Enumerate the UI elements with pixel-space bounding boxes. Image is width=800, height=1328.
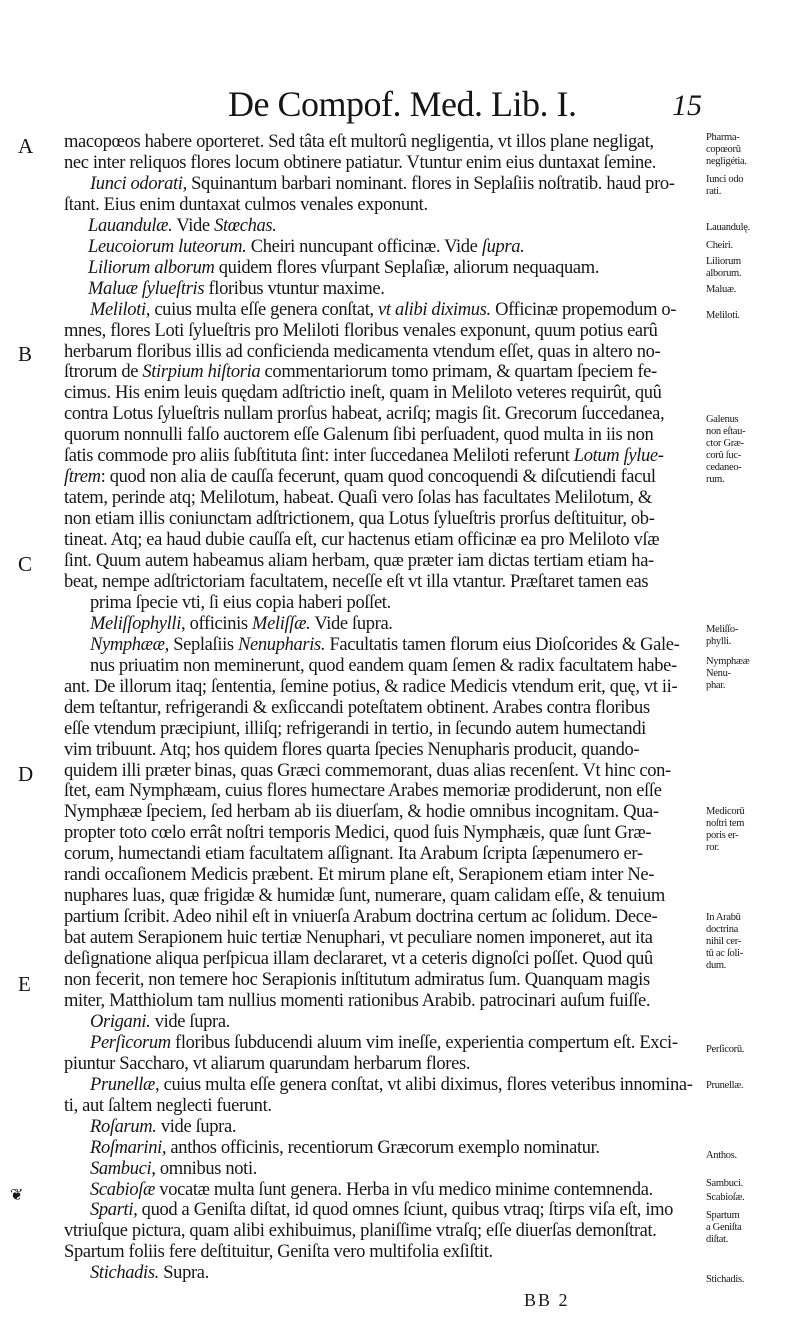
text-run: macopœos habere oporteret. Sed tâta eſt multorû negligentia, vt illos plane negligat,: [64, 132, 654, 152]
text-line: [64, 403, 664, 425]
text-run: ſtrorum de: [64, 362, 143, 383]
margin-note-anthos: Anthos.: [706, 1150, 737, 1161]
italic-term: Nenupharis.: [238, 634, 326, 655]
section-mark-e: E: [18, 972, 31, 996]
text-line: [64, 1095, 272, 1117]
text-line: [64, 361, 657, 383]
text-line: [64, 906, 657, 928]
text-run: Vide ſupra.: [310, 613, 393, 634]
italic-term: ſtrem: [64, 467, 101, 488]
italic-term: Meliſſophylli,: [90, 613, 186, 634]
text-line: [88, 278, 385, 300]
text-line: [64, 445, 664, 467]
text-run: partium ſcribit. Adeo nihil eſt in vniuerſa Arabum doctrina certum ac ſolidum. Dece-: [64, 907, 658, 928]
text-run: ſatis commode pro aliis ſubſtituta ſint: inter ſuccedanea Meliloti referunt: [64, 446, 574, 467]
margin-note-stichadis: Stichadis.: [706, 1274, 745, 1285]
text-run: vide ſupra.: [150, 1011, 230, 1032]
text-run: ſtant. Eius enim duntaxat culmos venales exponunt.: [64, 194, 428, 215]
text-run: ſtet, eam Nymphæam, cuius flores humectare Arabes memoriæ prodiderunt, non eſſe: [64, 781, 662, 802]
text-line: [88, 257, 599, 279]
text-line: [90, 1032, 678, 1054]
text-line: [90, 299, 676, 321]
text-line: [64, 927, 653, 949]
text-line: [64, 466, 656, 488]
text-run: nus priuatim non meminerunt, quod eandem quam ſemen & radix facultatem habe-: [90, 655, 677, 676]
margin-note-liliorum: Liliorum alborum.: [706, 256, 742, 279]
italic-term: Scabioſæ: [90, 1179, 156, 1200]
stray-ornament: ❦: [10, 1187, 24, 1204]
text-line: [64, 194, 428, 216]
text-run: quidem illi præter binas, quas Græci commemorant, duas alias recenſent. Vt hinc con-: [64, 760, 671, 781]
italic-term: Leucoiorum luteorum.: [88, 236, 247, 257]
italic-term: Stichadis.: [90, 1263, 159, 1284]
text-line: [64, 697, 650, 719]
italic-term: vt alibi diximus.: [378, 299, 491, 320]
text-run: dem teſtantur, refrigerandi & exſiccandi poteſtatem obtinent. Arabes contra floribus: [64, 697, 650, 718]
italic-term: Liliorum alborum: [88, 257, 215, 278]
text-line: [64, 382, 662, 404]
text-run: ant. De illorum itaq; ſententia, ſemine potius, & radice Medicis vtendum erit, quę, vt ii-: [64, 676, 678, 697]
italic-term: Lauandulæ.: [88, 215, 173, 236]
text-run: deſignatione aliqua perſpicua illam declararet, vt a ceteris dignoſci poſſet. Quod quû: [64, 949, 653, 970]
text-run: Officinæ propemodum o-: [490, 299, 677, 320]
text-run: commentariorum tomo primam, & quartam ſpeciem fe-: [260, 362, 657, 383]
text-run: miter, Matthiolum tam nullius momenti rationibus Arabib. patrocinari auſum fuiſſe.: [64, 990, 651, 1011]
text-line: [64, 1053, 470, 1075]
margin-note-scabiosae: Scabioſæ.: [706, 1192, 745, 1203]
text-line: [88, 236, 524, 258]
text-run: bat autem Serapionem huic tertiæ Nenuphari, vt peculiare nomen imponeret, aut ita: [64, 928, 653, 949]
italic-term: Roſarum.: [90, 1116, 157, 1137]
text-line: [64, 801, 659, 823]
text-line: [64, 843, 643, 865]
text-run: prima ſpecie vti, ſi eius copia haberi poſſet.: [90, 592, 391, 613]
text-line: [64, 1220, 657, 1242]
text-run: Vide: [172, 215, 215, 236]
running-header: [0, 84, 800, 130]
text-line: [64, 760, 671, 782]
margin-note-sambuci: Sambuci.: [706, 1178, 743, 1189]
italic-term: Nymphææ,: [90, 634, 169, 655]
text-run: piuntur Saccharo, vt aliarum quarundam herbarum flores.: [64, 1053, 471, 1074]
margin-note-nymphaeae: Nymphææ Nenu- phar.: [706, 656, 750, 691]
text-run: nuphares luas, quæ frigidæ & humidæ ſunt, numerare, quam calidam eſſe, & tenuium: [64, 886, 665, 907]
italic-term: Sambuci,: [90, 1158, 156, 1179]
running-title: De Compof. Med. Lib. I.: [228, 84, 577, 124]
text-line: [90, 1199, 673, 1221]
margin-note-meliloti: Meliloti.: [706, 310, 740, 321]
italic-term: Meliloti,: [90, 299, 151, 320]
text-line: [64, 885, 665, 907]
text-line: [64, 739, 639, 761]
text-run: cimus. His enim leuis quędam adſtrictio ineſt, quam in Meliloto veteres requirût, quû: [64, 383, 662, 404]
text-line: [90, 1158, 257, 1180]
section-mark-a: A: [18, 134, 34, 158]
signature-mark: BB 2: [524, 1290, 570, 1310]
italic-term: Meliſſæ.: [252, 613, 311, 634]
margin-note-pharmacopoeorum: Pharma- copœorû negligétia.: [706, 132, 747, 167]
text-run: Nymphææ ſpeciem, ſed herbam ab iis diuerſam, & hodie omnibus incognitam. Qua-: [64, 802, 659, 823]
text-run: : quod non alia de cauſſa fecerunt, quam quod concoquendi & diſcutiendi facul: [100, 467, 656, 488]
italic-term: Origani.: [90, 1011, 151, 1032]
text-line: [90, 592, 391, 614]
text-run: contra Lotus ſylueſtris nullam prorſus habeat, acriſq; magis ſit. Grecorum ſuccedanea,: [64, 404, 665, 425]
text-line: [64, 529, 659, 551]
italic-term: Iunci odorati,: [90, 173, 187, 194]
text-run: omnibus noti.: [155, 1158, 258, 1179]
text-line: [64, 822, 651, 844]
italic-term: Roſmarini,: [90, 1137, 167, 1158]
text-line: [64, 676, 677, 698]
text-run: tineat. Atq; ea haud dubie cauſſa eſt, cur hactenus etiam officinæ ea pro Meliloto vſæ: [64, 530, 660, 551]
italic-term: Stirpium hiſtoria: [142, 362, 261, 383]
text-run: officinis: [185, 613, 253, 634]
text-line: [90, 613, 393, 635]
text-run: eſſe vtendum præcipiunt, illiſq; refrigerandi in tertio, in ſecundo autem humectandi: [64, 718, 646, 739]
text-run: anthos officinis, recentiorum Græcorum exemplo nominatur.: [166, 1137, 600, 1158]
text-line: [90, 1137, 600, 1159]
text-run: Spartum foliis fere deſtituitur, Geniſta vero multifolia exſiſtit.: [64, 1242, 493, 1263]
text-run: floribus ſubducendi aluum vim ineſſe, experientia compertum eſt. Exci-: [170, 1032, 678, 1053]
italic-term: Maluæ ſylueſtris: [88, 278, 205, 299]
text-line: [64, 990, 650, 1012]
text-line: [64, 320, 658, 342]
text-run: non etiam illis coniunctam adſtrictionem, qua Lotus ſylueſtris prorſus deſtituitur, ob-: [64, 509, 655, 530]
text-run: vim tribuunt. Atq; hos quidem flores quarta ſpecies Nenupharis producit, quando-: [64, 739, 640, 760]
italic-term: Sparti,: [90, 1200, 138, 1221]
text-line: [64, 131, 654, 153]
text-run: quorum nonnulli falſo auctorem eſſe Galenum ſibi perſuadent, quod multa in iis non: [64, 425, 654, 446]
text-line: [90, 1011, 230, 1033]
text-run: randi occaſionem Medicis præbent. Et mirum plane eſt, Serapionem etiam inter Ne-: [64, 865, 655, 886]
italic-term: Perſicorum: [90, 1032, 171, 1053]
text-run: herbarum floribus illis ad conficienda medicamenta vtendum eſſet, quas in altero no-: [64, 341, 661, 362]
text-run: floribus vtuntur maxime.: [204, 278, 385, 299]
text-run: beat, nempe adſtrictoriam facultatem, neceſſe eſt vt illa vtantur. Præſtaret tamen eas: [64, 571, 649, 592]
margin-note-arabum: In Arabū doctrina nihil cer- tū ac ſoli- dum.: [706, 912, 743, 971]
text-line: [64, 1241, 493, 1263]
text-run: quidem flores vſurpant Seplaſiæ, aliorum nequaquam.: [214, 257, 600, 278]
text-line: [90, 655, 677, 677]
text-line: [90, 1262, 209, 1284]
margin-note-lauandulae: Lauandulę.: [706, 222, 750, 233]
margin-note-iunci: Iunci odo rati.: [706, 174, 744, 197]
italic-term: Stœchas.: [214, 215, 277, 236]
text-run: Seplaſiis: [168, 634, 239, 655]
text-run: cuius multa eſſe genera conſtat,: [150, 299, 379, 320]
text-run: mnes, flores Loti ſylueſtris pro Meliloti floribus venales exponunt, quum potius earû: [64, 320, 658, 341]
text-line: [64, 571, 648, 593]
section-mark-d: D: [18, 762, 34, 786]
text-run: tatem, perinde atq; Melilotum, habeat. Quaſi vero ſolas has facultates Melilotum, &: [64, 488, 652, 509]
text-run: Facultatis tamen florum eius Dioſcorides & Gale-: [325, 634, 680, 655]
text-run: vide ſupra.: [156, 1116, 237, 1137]
text-line: [90, 173, 675, 195]
text-run: propter toto cœlo errât noſtri temporis Medici, quod ſuis Nymphæis, quæ ſunt Græ-: [64, 823, 652, 844]
text-line: [64, 864, 654, 886]
text-run: vtriuſque pictura, quam alibi exhibuimus, planiſſime vtraſq; eſſe diuerſas demonſtrat.: [64, 1221, 657, 1242]
text-line: [64, 969, 650, 991]
text-line: [90, 1116, 236, 1138]
text-line: [64, 508, 655, 530]
text-line: [64, 152, 656, 174]
text-line: [90, 1074, 693, 1096]
text-line: [90, 634, 679, 656]
text-run: ti, aut ſaltem neglecti fuerunt.: [64, 1095, 272, 1116]
text-run: Cheiri nuncupant officinæ. Vide: [246, 236, 482, 257]
text-line: [64, 718, 646, 740]
margin-note-spartum: Spartum a Geniſta diſtat.: [706, 1210, 742, 1245]
margin-note-medicorum: Medicorū noſtri tem poris er- ror.: [706, 806, 745, 853]
text-run: nec inter reliquos flores locum obtinere patiatur. Vtuntur enim eius duntaxat ſemine.: [64, 152, 657, 173]
text-line: [64, 487, 652, 509]
text-line: [64, 341, 660, 363]
text-run: non fecerit, non temere hoc Serapionis inſtitutum admiratus ſum. Quanquam magis: [64, 970, 650, 990]
text-run: cuius multa eſſe genera conſtat, vt alibi diximus, flores veteribus innomina-: [159, 1074, 693, 1095]
text-line: [64, 780, 662, 802]
page-number: 15: [672, 89, 702, 122]
text-line: [90, 1179, 653, 1201]
text-line: [64, 550, 654, 572]
text-run: corum, humectandi etiam facultatem aſſignant. Ita Arabum ſcripta ſæpenumero er-: [64, 844, 643, 865]
margin-note-persicorum: Perſicorū.: [706, 1044, 745, 1055]
italic-term: Prunellæ,: [90, 1074, 160, 1095]
text-run: ſint. Quum autem habeamus aliam herbam, quæ præter iam dictas tertiam etiam ha-: [64, 551, 654, 571]
text-run: Squinantum barbari nominant. flores in Seplaſiis noſtratib. haud pro-: [186, 173, 675, 194]
margin-note-galenus: Galenus non eſtau- ctor Græ- corû ſuc- cedaneo- rum.: [706, 414, 746, 485]
italic-term: ſupra.: [481, 236, 525, 257]
margin-note-maluae: Maluæ.: [706, 284, 736, 295]
margin-note-melissophylli: Meliſſo- phylli.: [706, 624, 739, 647]
text-line: [88, 215, 277, 237]
text-run: vocatæ multa ſunt genera. Herba in vſu medico minime contemnenda.: [155, 1179, 653, 1200]
margin-note-prunellae: Prunellæ.: [706, 1080, 744, 1091]
text-line: [64, 948, 653, 970]
text-run: quod a Geniſta diſtat, id quod omnes ſciunt, quibus vtraq; ſtirps viſa eſt, imo: [137, 1200, 674, 1221]
section-mark-b: B: [18, 342, 33, 366]
text-line: [64, 424, 653, 446]
margin-note-cheiri: Cheiri.: [706, 240, 733, 251]
text-run: Supra.: [158, 1263, 209, 1284]
section-mark-c: C: [18, 552, 33, 576]
italic-term: Lotum ſylue-: [573, 446, 664, 467]
